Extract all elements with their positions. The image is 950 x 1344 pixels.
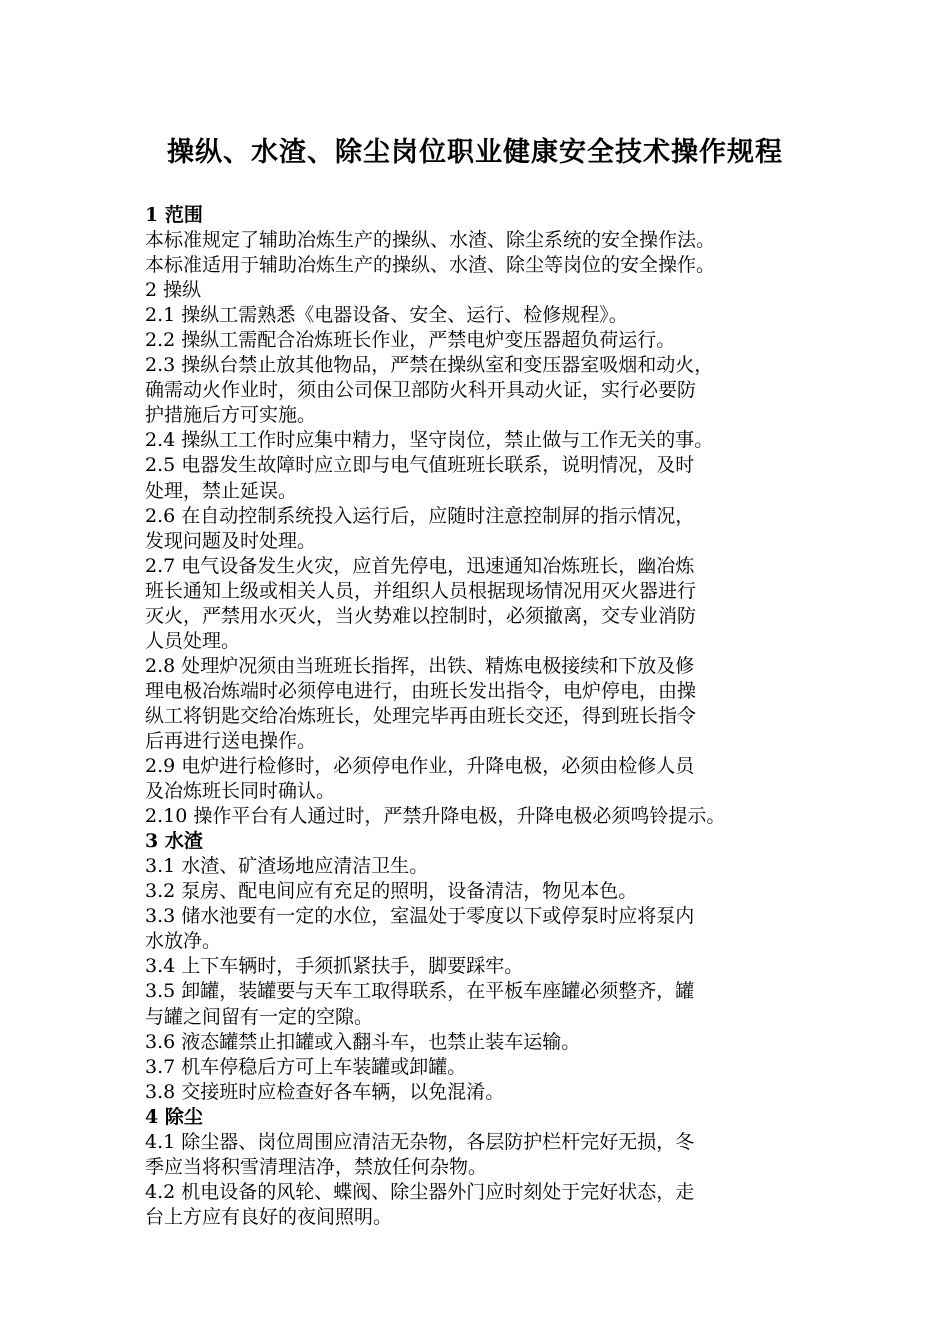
paragraph-line: 3.6 液态罐禁止扣罐或入翻斗车，也禁止装车运输。 (145, 1030, 581, 1053)
paragraph-line: 班长通知上级或相关人员，并组织人员根据现场情况用灭火器进行 (145, 579, 697, 602)
paragraph-line: 处理，禁止延误。 (145, 479, 298, 502)
section-heading: 1 范围 (145, 204, 203, 226)
paragraph-line: 及冶炼班长同时确认。 (145, 780, 336, 803)
paragraph-line: 灭火，严禁用水灭火，当火势难以控制时，必须撤离，交专业消防 (145, 604, 697, 627)
paragraph-line: 3.7 机车停稳后方可上车装罐或卸罐。 (145, 1055, 467, 1078)
paragraph-line: 理电极冶炼端时必须停电进行，由班长发出指令，电炉停电，由操 (145, 679, 697, 702)
paragraph-line: 水放净。 (145, 930, 222, 953)
paragraph-line: 后再进行送电操作。 (145, 729, 317, 752)
paragraph-line: 2.3 操纵台禁止放其他物品，严禁在操纵室和变压器室吸烟和动火， (145, 354, 714, 377)
section-heading: 4 除尘 (145, 1105, 203, 1128)
paragraph-line: 3.4 上下车辆时，手须抓紧扶手，脚要踩牢。 (145, 955, 524, 978)
paragraph-line: 3.5 卸罐，装罐要与天车工取得联系，在平板车座罐必须整齐，罐 (145, 980, 695, 1003)
paragraph-line: 2.6 在自动控制系统投入运行后，应随时注意控制屏的指示情况， (145, 504, 695, 527)
paragraph-line: 确需动火作业时，须由公司保卫部防火科开具动火证，实行必要防 (145, 379, 697, 402)
paragraph-line: 2 操纵 (145, 279, 202, 302)
paragraph-line: 2.10 操作平台有人通过时，严禁升降电极，升降电极必须鸣铃提示。 (145, 805, 726, 828)
paragraph-line: 本标准适用于辅助冶炼生产的操纵、水渣、除尘等岗位的安全操作。 (145, 254, 716, 277)
paragraph-line: 季应当将积雪清理洁净，禁放任何杂物。 (145, 1155, 488, 1178)
paragraph-line: 2.7 电气设备发生火灾，应首先停电，迅速通知冶炼班长，幽冶炼 (145, 554, 695, 577)
paragraph-line: 与罐之间留有一定的空隙。 (145, 1005, 374, 1028)
paragraph-line: 2.5 电器发生故障时应立即与电气值班班长联系，说明情况，及时 (145, 454, 695, 477)
paragraph-line: 纵工将钥匙交给冶炼班长，处理完毕再由班长交还，得到班长指令 (145, 704, 697, 727)
paragraph-line: 3.3 储水池要有一定的水位，室温处于零度以下或停泵时应将泵内 (145, 905, 695, 928)
paragraph-line: 发现问题及时处理。 (145, 529, 317, 552)
paragraph-line: 2.2 操纵工需配合冶炼班长作业，严禁电炉变压器超负荷运行。 (145, 329, 676, 352)
paragraph-line: 3.8 交接班时应检查好各车辆，以免混淆。 (145, 1080, 505, 1103)
paragraph-line: 2.1 操纵工需熟悉《电器设备、安全、运行、检修规程》。 (145, 304, 628, 327)
paragraph-line: 本标准规定了辅助冶炼生产的操纵、水渣、除尘系统的安全操作法。 (145, 229, 716, 252)
paragraph-line: 2.9 电炉进行检修时，必须停电作业，升降电极，必须由检修人员 (145, 755, 695, 778)
paragraph-line: 3.1 水渣、矿渣场地应清洁卫生。 (145, 855, 429, 878)
paragraph-line: 2.4 操纵工工作时应集中精力，坚守岗位，禁止做与工作无关的事。 (145, 429, 714, 452)
section-heading: 3 水渣 (145, 830, 203, 853)
paragraph-line: 护措施后方可实施。 (145, 404, 317, 427)
document-title: 操纵、水渣、除尘岗位职业健康安全技术操作规程 (167, 137, 783, 168)
document-body (145, 203, 820, 1230)
paragraph-line: 3.2 泵房、配电间应有充足的照明，设备清洁，物见本色。 (145, 880, 638, 903)
paragraph-line: 人员处理。 (145, 629, 241, 652)
paragraph-line: 2.8 处理炉况须由当班班长指挥，出铁、精炼电极接续和下放及修 (145, 654, 695, 677)
paragraph-line: 4.1 除尘器、岗位周围应清洁无杂物，各层防护栏杆完好无损，冬 (145, 1130, 695, 1153)
paragraph-line: 4.2 机电设备的风轮、蝶阀、除尘器外门应时刻处于完好状态，走 (145, 1180, 695, 1203)
paragraph-line: 台上方应有良好的夜间照明。 (145, 1205, 393, 1228)
